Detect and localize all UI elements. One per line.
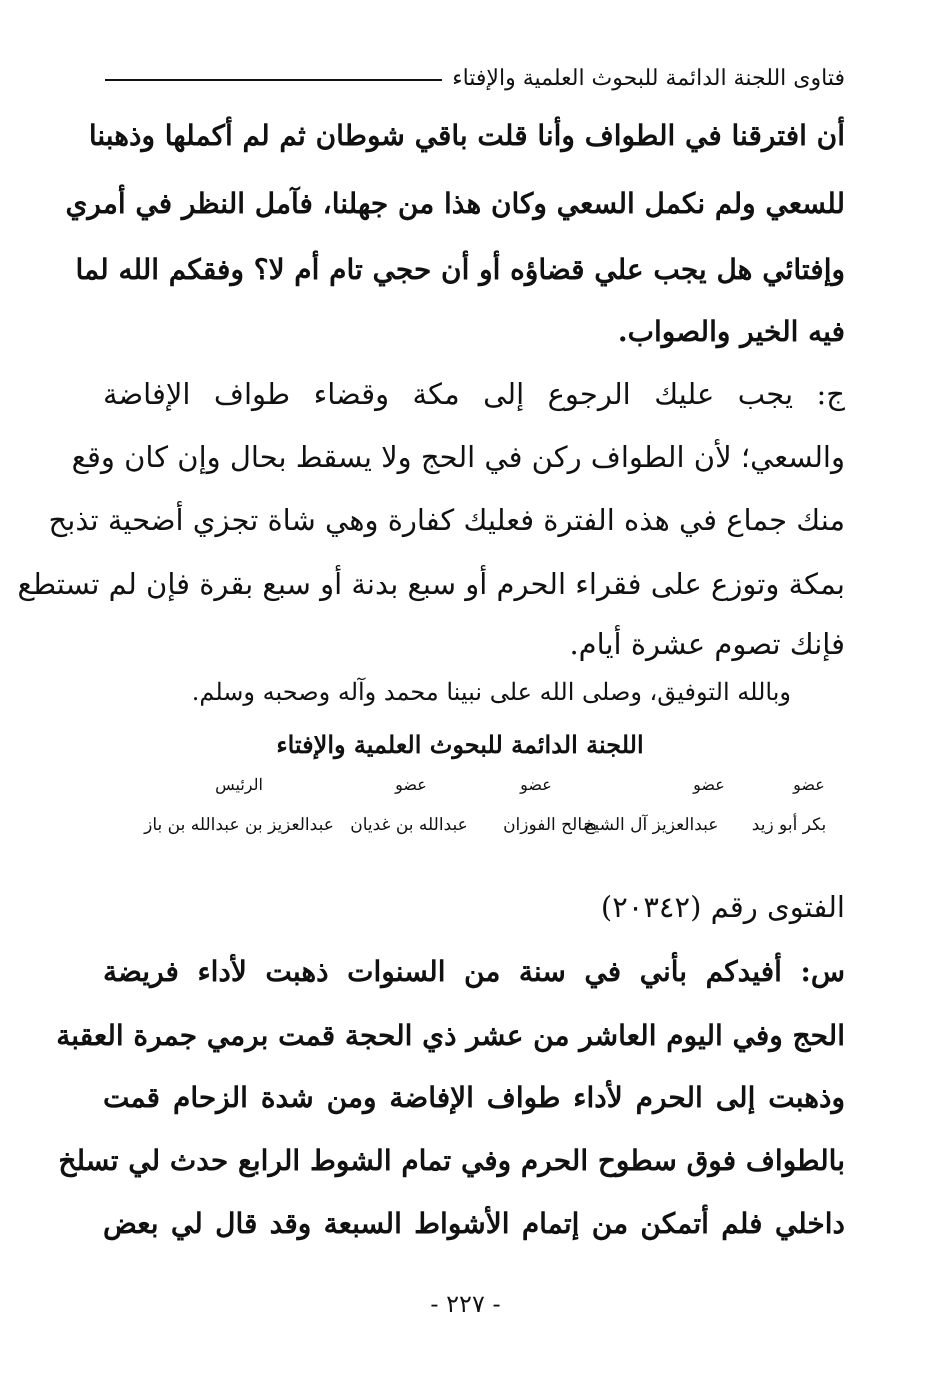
- signatory-role: الرئيس: [215, 775, 263, 794]
- answer-line: فإنك تصوم عشرة أيام.: [569, 627, 845, 661]
- answer-line: ج: يجب عليك الرجوع إلى مكة وقضاء طواف الإفاضة: [103, 377, 845, 411]
- signatory-role: عضو: [693, 775, 725, 794]
- running-header: [105, 60, 845, 96]
- new-question-line: وذهبت إلى الحرم لأداء طواف الإفاضة ومن شدة الزحام قمت: [103, 1081, 845, 1114]
- new-question-line: داخلي فلم أتمكن من إتمام الأشواط السبعة وقد قال لي بعض: [103, 1207, 845, 1240]
- signatory-name: صالح الفوزان: [503, 815, 597, 835]
- header-rule: [105, 79, 442, 81]
- signatory-name: عبدالعزيز بن عبدالله بن باز: [144, 815, 334, 835]
- signatory-name: بكر أبو زيد: [751, 815, 827, 835]
- new-question-line: س: أفيدكم بأني في سنة من السنوات ذهبت لأداء فريضة: [103, 955, 845, 988]
- page-number: - ٢٢٧ -: [430, 1290, 501, 1318]
- answer-line: بمكة وتوزع على فقراء الحرم أو سبع بدنة أو سبع بقرة فإن لم تستطع: [17, 567, 845, 601]
- header-title: فتاوى اللجنة الدائمة للبحوث العلمية والإفتاء: [452, 65, 845, 91]
- new-question-line: بالطواف فوق سطوح الحرم وفي تمام الشوط الرابع حدث لي تسلخ: [58, 1144, 845, 1177]
- fatwa-title: الفتوى رقم (٢٠٣٤٢): [600, 890, 845, 924]
- signatory-name: عبدالعزيز آل الشيخ: [583, 815, 719, 835]
- new-question-line: الحج وفي اليوم العاشر من عشر ذي الحجة قمت برمي جمرة العقبة: [56, 1019, 845, 1052]
- question-line: للسعي ولم نكمل السعي وكان هذا من جهلنا، فآمل النظر في أمري: [65, 187, 845, 220]
- committee-name: اللجنة الدائمة للبحوث العلمية والإفتاء: [276, 730, 644, 759]
- answer-line: والسعي؛ لأن الطواف ركن في الحج ولا يسقط بحال وإن كان وقع: [71, 440, 845, 474]
- answer-line: منك جماع في هذه الفترة فعليك كفارة وهي شاة تجزي أضحية تذبح: [48, 503, 845, 537]
- question-line: أن افترقنا في الطواف وأنا قلت باقي شوطان ثم لم أكملها وذهبنا: [88, 119, 845, 152]
- signatory-name: عبدالله بن غديان: [350, 815, 468, 835]
- question-line: وإفتائي هل يجب علي قضاؤه أو أن حجي تام أم لا؟ وفقكم الله لما: [75, 253, 845, 286]
- signatory-role: عضو: [520, 775, 552, 794]
- signatory-role: عضو: [793, 775, 825, 794]
- question-line: فيه الخير والصواب.: [617, 315, 845, 348]
- signatory-role: عضو: [395, 775, 427, 794]
- closing-formula: وبالله التوفيق، وصلى الله على نبينا محمد وآله وصحبه وسلم.: [191, 678, 791, 706]
- signatory-roles: [0, 775, 931, 799]
